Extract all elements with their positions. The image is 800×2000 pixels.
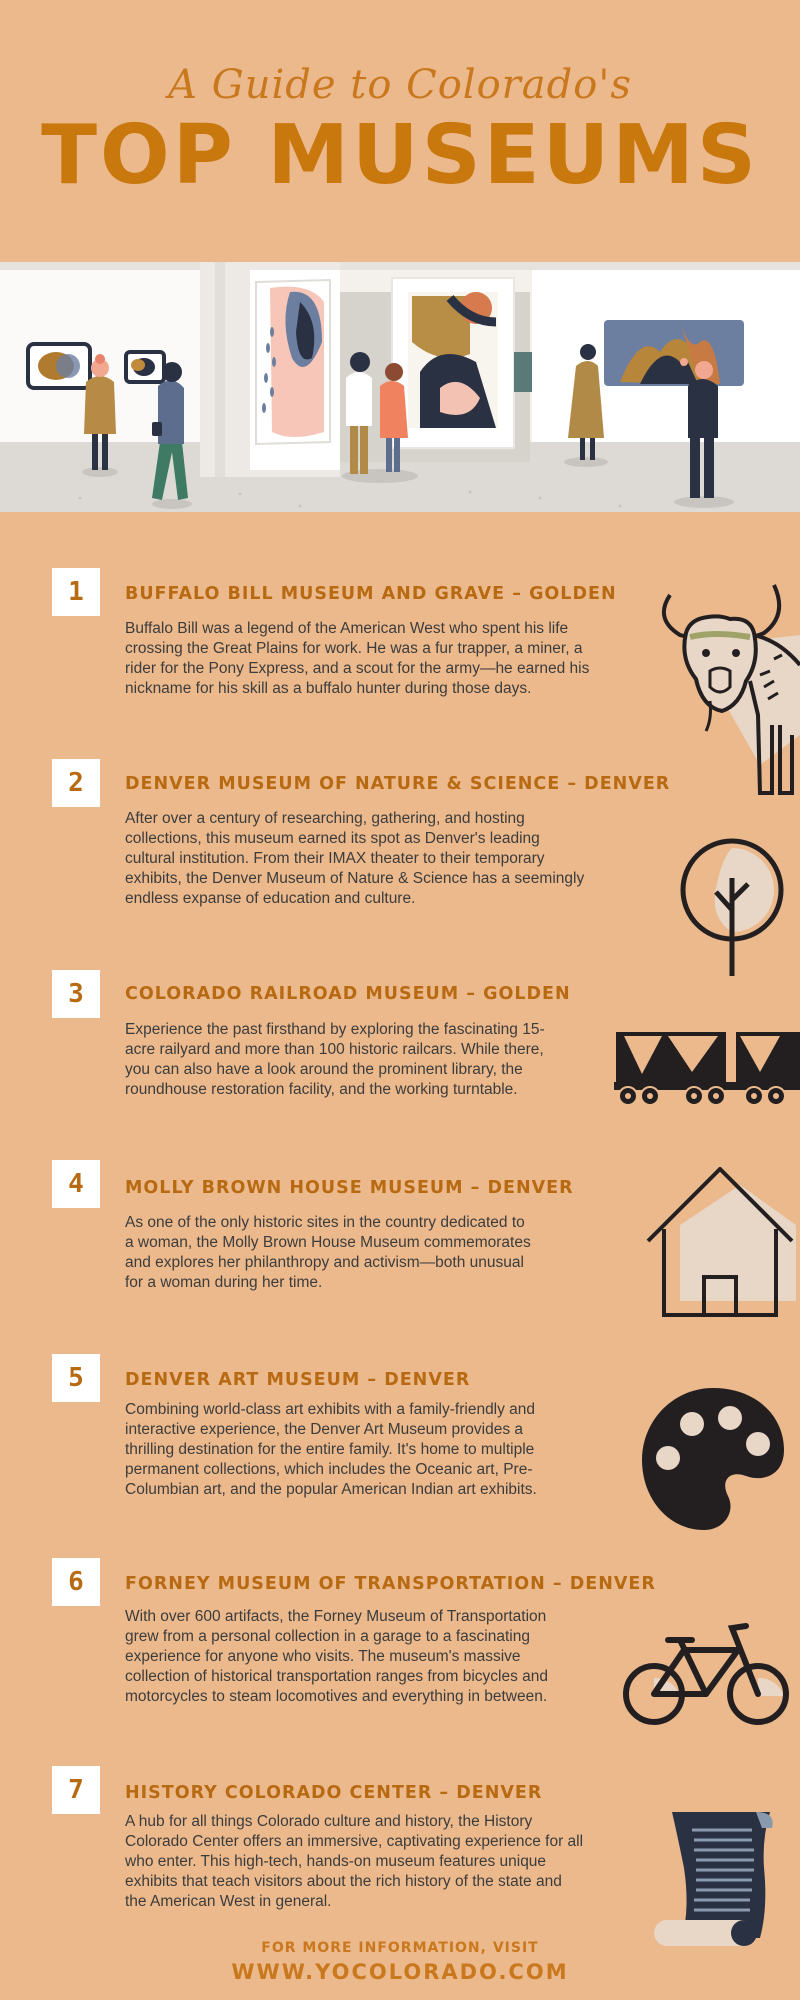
museum-number: 4: [52, 1160, 100, 1208]
museum-number: 3: [52, 970, 100, 1018]
museum-number: 6: [52, 1558, 100, 1606]
museum-heading: HISTORY COLORADO CENTER – DENVER: [125, 1783, 543, 1803]
museum-heading: COLORADO RAILROAD MUSEUM – GOLDEN: [125, 984, 571, 1004]
museum-description: A hub for all things Colorado culture and history, the History Colorado Center offers an immersive, captivating experience for all who enter. This high-tech, hands-on museum features unique exhibits that teach visitors about the rich history of the state and the American West in general.: [125, 1813, 584, 1910]
bison-icon: [650, 575, 800, 797]
footer-cta: FOR MORE INFORMATION, VISIT: [261, 1940, 539, 1956]
museum-number: 7: [52, 1766, 100, 1814]
museum-number: 2: [52, 759, 100, 807]
tree-icon: [676, 838, 788, 978]
palette-icon: [638, 1384, 788, 1534]
train-icon: [614, 1030, 800, 1110]
museum-description: After over a century of researching, gathering, and hosting collections, this museum earned its spot as Denver's leading cultural institution. From their IMAX theater to their temporary exhibits, the Denver Museum of Nature & Science has a seemingly endless expanse of education and culture.: [125, 810, 585, 907]
museum-number: 5: [52, 1354, 100, 1402]
museum-description: Buffalo Bill was a legend of the American West who spent his life crossing the Great Plains for work. He was a fur trapper, a miner, a rider for the Pony Express, and a scout for the army—he earned his nickname for his skill as a buffalo hunter during those days.: [125, 620, 590, 697]
page-title: TOP MUSEUMS: [41, 108, 759, 203]
scroll-icon: [652, 1808, 776, 1950]
gallery-illustration: [0, 262, 800, 512]
museum-heading: FORNEY MUSEUM OF TRANSPORTATION – DENVER: [125, 1574, 656, 1594]
museum-description: Experience the past firsthand by exploring the fascinating 15- acre railyard and more than 100 historic railcars. While there, you can also have a look around the prominent library, the roundhouse restoration facility, and the working turntable.: [125, 1021, 545, 1098]
museum-description: Combining world-class art exhibits with a family-friendly and interactive experience, the Denver Art Museum provides a thrilling destination for the entire family. It's home to multiple permanent collections, which includes the Oceanic art, Pre- Columbian art, and the popular American Indian art exhibits.: [125, 1401, 537, 1498]
museum-heading: DENVER ART MUSEUM – DENVER: [125, 1370, 471, 1390]
subtitle: A Guide to Colorado's: [168, 62, 632, 108]
footer-url-link[interactable]: WWW.YOCOLORADO.COM: [231, 1960, 569, 1984]
house-icon: [644, 1165, 796, 1317]
museum-heading: MOLLY BROWN HOUSE MUSEUM – DENVER: [125, 1178, 574, 1198]
museum-description: As one of the only historic sites in the country dedicated to a woman, the Molly Brown House Museum commemorates and explores her philanthropy and activism—both unusual for a woman during her time.: [125, 1214, 531, 1291]
museum-number: 1: [52, 568, 100, 616]
museum-heading: BUFFALO BILL MUSEUM AND GRAVE – GOLDEN: [125, 584, 617, 604]
museum-description: With over 600 artifacts, the Forney Museum of Transportation grew from a personal collection in a garage to a fascinating experience for anyone who visits. The museum's massive collection of historical transportation ranges from bicycles and motorcycles to steam locomotives and everything in between.: [125, 1608, 549, 1705]
bicycle-icon: [618, 1616, 794, 1726]
museum-heading: DENVER MUSEUM OF NATURE & SCIENCE – DENVER: [125, 774, 671, 794]
